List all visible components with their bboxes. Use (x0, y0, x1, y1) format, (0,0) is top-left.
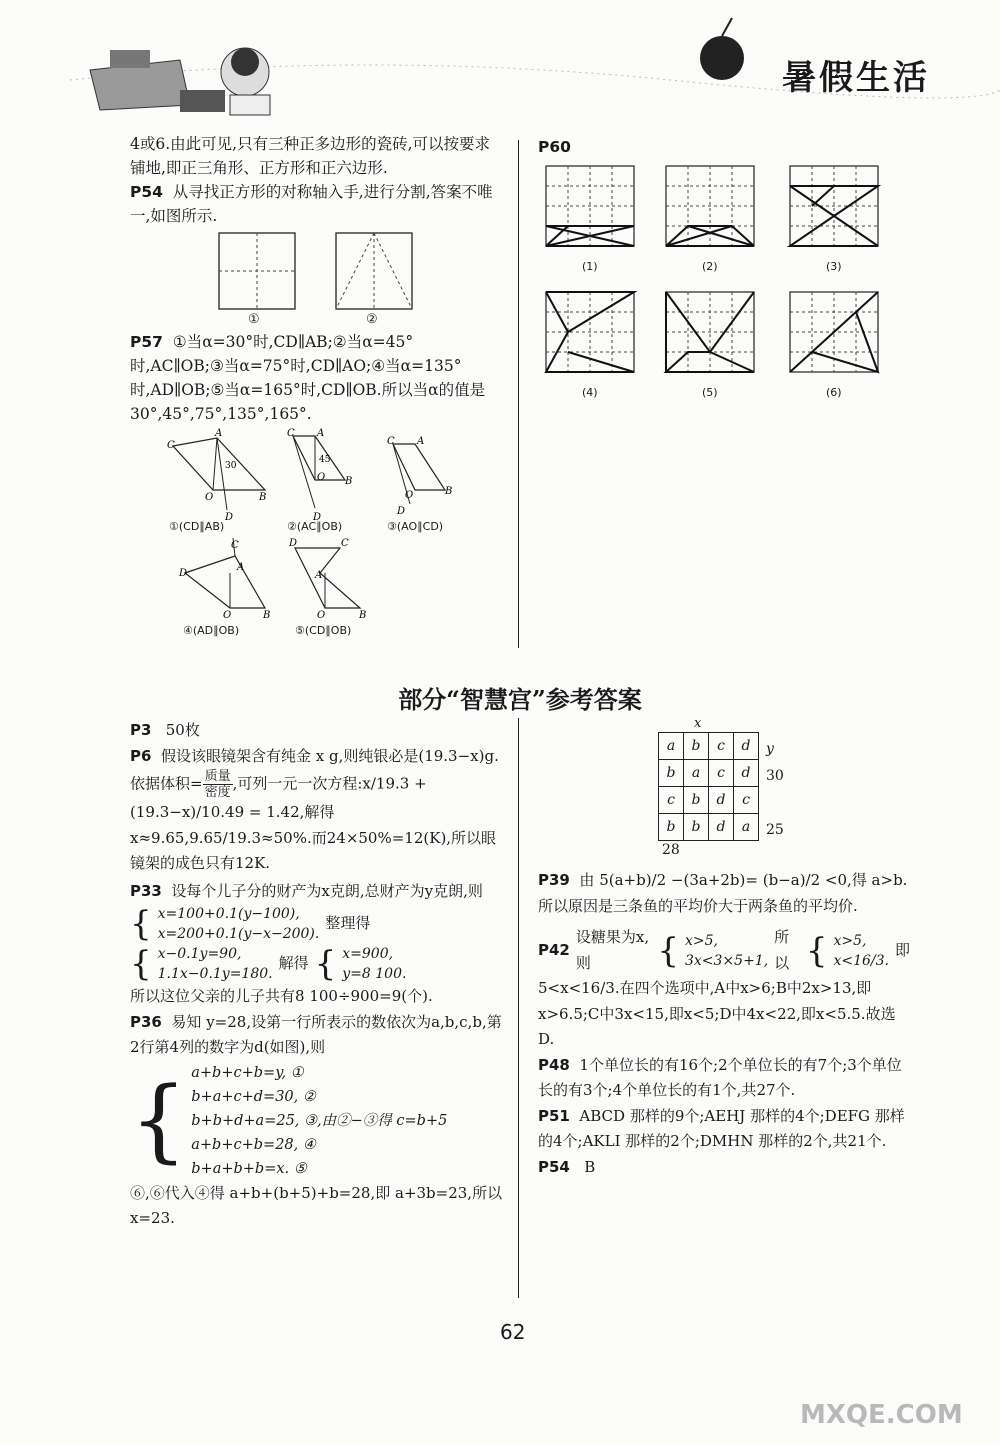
p39-text-a: 由 5(a+b)/2 −(3a+2b)= (b−a)/2 <0,得 a>b. (579, 871, 908, 889)
upper-column-divider (518, 140, 519, 648)
p57-fig-5 (288, 538, 366, 621)
svg-text:O: O (405, 490, 414, 501)
letter-grid (658, 732, 759, 841)
p54-figures (218, 232, 418, 336)
p36-grid-figure (650, 716, 810, 866)
p39-label: P39 (538, 871, 570, 889)
grid-right-2 (766, 790, 784, 817)
svg-text:A: A (315, 570, 323, 581)
grid-cell: d (734, 733, 759, 760)
p57-cap-3: ③(AO∥CD) (387, 520, 444, 533)
grid-row (659, 787, 759, 814)
p54-cap-2: ② (366, 312, 378, 327)
p33-sys1-eq1: x=100+0.1(y−100), (157, 906, 300, 922)
brace-icon: { (805, 930, 828, 971)
p6-label: P6 (130, 746, 152, 765)
p57-block (130, 330, 502, 426)
p36-text-b: ⑥,⑥代入④得 a+b+(b+5)+b=28,即 a+3b=23,所以 x=23. (130, 1183, 507, 1227)
p33-text-a: 设每个儿子分的财产为x克朗,总财产为y克朗,则 (171, 881, 483, 900)
square-2-diag-left (336, 233, 374, 309)
svg-text:O: O (317, 610, 326, 621)
p48-label: P48 (538, 1055, 570, 1074)
p42-sys1-eq1: x>5, (684, 932, 718, 949)
svg-text:B: B (259, 492, 267, 503)
p57-label: P57 (130, 333, 163, 351)
svg-text:C: C (341, 538, 349, 549)
p36-text-a: 易知 y=28,设第一行所表示的数依次为a,b,c,b,第2行第4列的数字为d(如图),则 (130, 1012, 502, 1056)
grid-cell: c (734, 787, 759, 814)
p57-cap-5: ⑤(CD∥OB) (295, 624, 352, 637)
grid-right-1: 30 (766, 768, 784, 784)
svg-text:45: 45 (319, 455, 331, 465)
p54-label: P54 (130, 183, 163, 201)
p51-text: ABCD 那样的9个;AEHJ 那样的4个;DEFG 那样的4个;AKLI 那样的2个;DMHN 那样的2个,共21个. (538, 1106, 905, 1150)
p36-system-row (130, 1061, 504, 1181)
grid-cell: b (684, 814, 709, 841)
svg-text:O: O (205, 492, 214, 503)
p33-text-b: 整理得 (325, 914, 371, 933)
grid-cell: a (659, 733, 684, 760)
p57-fig-4 (178, 538, 270, 621)
p6-equation: x/19.3 + (19.3−x)/10.49 = 1.42,解得 x≈9.65,9.65/19.3≈ (130, 774, 432, 847)
page-number: 62 (500, 1320, 526, 1344)
p54-answer-text: B (584, 1157, 596, 1176)
p60-grids-svg (536, 160, 896, 410)
grid-cell: c (709, 733, 734, 760)
p6-text-a: 假设该眼镜架含有纯金 x g,则纯银必是(19.3−x)g.依据体积= (130, 746, 499, 793)
paragraph-tiling: 4或6.由此可见,只有三种正多边形的瓷砖,可以按要求铺地,即正三角形、正方形和正六边形. (130, 135, 491, 177)
p6-fraction (203, 769, 233, 800)
grid-row (659, 814, 759, 841)
grid-cell: b (684, 733, 709, 760)
svg-text:B: B (263, 610, 271, 621)
p42-text-a: 设糖果为x,则 (575, 928, 650, 972)
p6-text-b: ,可列一元一次方程: (232, 774, 363, 793)
p42-sys2-eq1: x>5, (833, 932, 867, 949)
grid-cell: d (709, 787, 734, 814)
grid-cell: d (709, 814, 734, 841)
grid-cell: a (684, 760, 709, 787)
p48-text: 1个单位长的有16个;2个单位长的有7个;3个单位长的有3个;4个单位长的有1个,共27个. (538, 1055, 902, 1099)
p33-sys2-eq2: 1.1x−0.1y=180. (157, 966, 273, 982)
svg-text:O: O (317, 472, 326, 483)
brace-icon: { (657, 930, 679, 971)
p6-text-c: 50%.而24×50%=12(K),所以眼镜架的成色只有12K. (130, 828, 497, 872)
p33-label: P33 (130, 881, 162, 900)
p60-grid-6 (790, 292, 878, 372)
p36-eq4: a+b+c+b=28, ④ (191, 1136, 316, 1153)
p42-label: P42 (538, 940, 570, 959)
p60-figures (536, 160, 896, 410)
grid-right-labels (766, 736, 784, 844)
svg-text:A: A (215, 428, 223, 439)
section-title: 部分“智慧宫”参考答案 (398, 685, 642, 714)
p42-sys1-eq2: 3x<3×5+1, (684, 952, 769, 969)
svg-text:A: A (317, 428, 325, 439)
p33-text-c: 解得 (278, 954, 309, 973)
p36-label: P36 (130, 1012, 162, 1031)
grid-bottom-label: 28 (662, 842, 680, 858)
p57-fig-3 (387, 436, 452, 517)
p54-text: 从寻找正方形的对称轴入手,进行分割,答案不唯一,如图所示. (130, 183, 493, 225)
svg-text:C: C (167, 440, 175, 451)
p57-cap-1: ①(CD∥AB) (169, 520, 225, 533)
p42-system-1 (685, 931, 768, 971)
svg-text:B: B (345, 476, 353, 487)
grid-cell: b (659, 760, 684, 787)
p54-answer-label: P54 (538, 1157, 570, 1176)
svg-text:D: D (313, 512, 322, 523)
p33-system-2-row (130, 944, 504, 984)
p60-grid-1 (546, 166, 634, 246)
svg-text:D: D (289, 538, 298, 549)
p33-system-1-row (130, 904, 504, 944)
p6-frac-top: 质量 (204, 769, 231, 784)
upper-left-column (130, 132, 502, 228)
grid-row (659, 733, 759, 760)
svg-text:O: O (223, 610, 232, 621)
p36-eq2: b+a+c+d=30, ② (191, 1088, 316, 1105)
p57-triangles-svg (165, 428, 505, 643)
p60-label: P60 (538, 138, 571, 156)
brace-icon: { (130, 1067, 188, 1173)
p60-grid-3 (790, 166, 878, 246)
p54-block (130, 180, 502, 228)
brace-icon: { (130, 944, 152, 984)
p39-text-b: 所以原因是三条鱼的平均价大于两条鱼的平均价. (538, 896, 858, 915)
p54-cap-1: ① (248, 312, 260, 327)
brace-icon: { (130, 904, 152, 944)
p42-sys2-eq2: x<16/3. (833, 952, 889, 969)
svg-text:C: C (231, 540, 239, 551)
p42-row (538, 925, 910, 976)
p60-cap-1: (1) (582, 260, 598, 273)
p42-system-2 (833, 931, 889, 971)
p60-cap-4: (4) (582, 386, 598, 399)
grid-cell: a (734, 814, 759, 841)
lower-column-divider (518, 718, 519, 1298)
header-title: 暑假生活 (782, 58, 930, 98)
svg-text:B: B (445, 486, 453, 497)
p57-cap-4: ④(AD∥OB) (183, 624, 240, 637)
p60-grid-2 (666, 166, 754, 246)
p33-system-1 (158, 904, 320, 944)
p57-figures (165, 428, 505, 643)
grid-cell: b (684, 787, 709, 814)
p33-sys3-eq1: x=900, (342, 946, 394, 962)
p33-system-2 (158, 944, 273, 984)
p57-fig-2 (287, 428, 352, 523)
p36-eq1: a+b+c+b=y, ① (191, 1064, 304, 1081)
p60-cap-3: (3) (826, 260, 842, 273)
p57-fig-1 (167, 428, 266, 523)
p51-label: P51 (538, 1106, 570, 1125)
p60-cap-2: (2) (702, 260, 718, 273)
p60-grid-4 (546, 292, 634, 372)
p33-system-3 (342, 944, 406, 984)
p42-text-d: 5<x<16/3.在四个选项中,A中x>6;B中2x>13,即x>6.5;C中3x<15,即x<5;D中4x<22,即x<5.5.故选D. (538, 979, 896, 1048)
p60-cap-5: (5) (702, 386, 718, 399)
answers-left-column (130, 718, 507, 1232)
grid-cell: d (734, 760, 759, 787)
p33-sys3-eq2: y=8 100. (342, 966, 407, 982)
p60-cap-6: (6) (826, 386, 842, 399)
p6-frac-bot: 密度 (204, 785, 231, 800)
watermark: MXQE.COM (800, 1400, 963, 1430)
svg-text:30: 30 (225, 461, 237, 471)
square-2-diag-right (374, 233, 412, 309)
p33-sys1-eq2: x=200+0.1(y−x−200). (157, 926, 320, 942)
svg-text:C: C (387, 436, 395, 447)
svg-text:C: C (287, 428, 295, 439)
grid-x-label: x (694, 716, 702, 731)
p3-text: 50枚 (165, 721, 200, 739)
answers-right-column (538, 868, 910, 1180)
grid-cell: b (659, 814, 684, 841)
grid-right-0: y (766, 741, 774, 757)
svg-text:D: D (179, 568, 188, 579)
svg-text:A: A (237, 562, 245, 573)
p42-text-b: 所以 (774, 928, 790, 972)
svg-text:B: B (359, 610, 367, 621)
p36-eq3: b+b+d+a=25, ③,由②−③得 c=b+5 (191, 1112, 448, 1129)
p33-sys2-eq1: x−0.1y=90, (157, 946, 242, 962)
grid-cell: c (709, 760, 734, 787)
svg-text:D: D (397, 506, 406, 517)
svg-text:A: A (417, 436, 425, 447)
grid-cell: c (659, 787, 684, 814)
p60-grid-5 (666, 292, 754, 372)
p36-eq5: b+a+b+b=x. ⑤ (191, 1160, 307, 1177)
grid-right-3: 25 (766, 822, 784, 838)
p57-text: ①当α=30°时,CD∥AB;②当α=45°时,AC∥OB;③当α=75°时,CD∥AO;④当α=135°时,AD∥OB;⑤当α=165°时,CD∥OB.所以当α的值是30°,45°,75°,135°,165°. (130, 333, 486, 423)
p33-text-d: 所以这位父亲的儿子共有8 100÷900=9(个). (130, 987, 433, 1005)
p42-text-c: 即 (894, 940, 910, 959)
svg-text:D: D (225, 512, 234, 523)
p36-system (191, 1061, 447, 1181)
grid-row (659, 760, 759, 787)
p57-cap-2: ②(AC∥OB) (287, 520, 343, 533)
brace-icon: { (314, 944, 337, 984)
p3-label: P3 (130, 721, 152, 739)
